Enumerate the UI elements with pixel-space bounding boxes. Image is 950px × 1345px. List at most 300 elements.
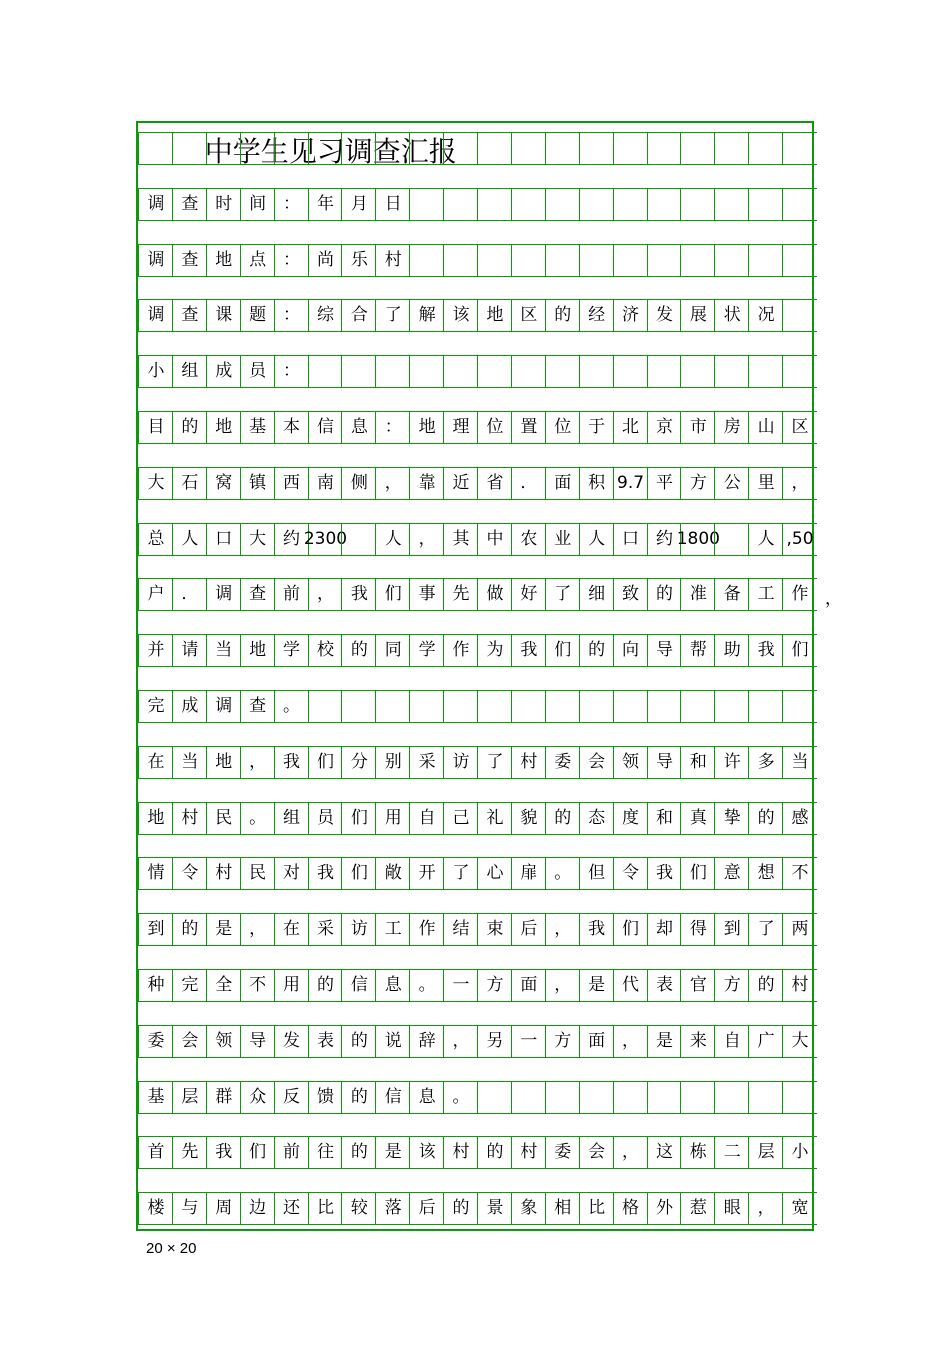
grid-cell [375, 969, 410, 1002]
grid-cell [714, 244, 749, 277]
grid-cell [274, 355, 309, 388]
grid-cell [138, 523, 173, 556]
grid-cell [240, 1081, 275, 1114]
grid-cell [579, 969, 614, 1002]
grid-character: 别 [384, 751, 402, 772]
grid-cell [274, 1025, 309, 1058]
grid-character: 委 [147, 1030, 165, 1051]
grid-character: 另 [486, 1030, 504, 1051]
grid-character: ， [554, 975, 572, 995]
grid-character: 官 [689, 975, 707, 995]
grid-cell [579, 1192, 614, 1225]
grid-cell [308, 244, 343, 277]
grid-character: 是 [215, 919, 233, 940]
grid-cell [748, 802, 783, 835]
grid-cell [579, 578, 614, 611]
grid-cell [138, 355, 173, 388]
grid-character: 农 [520, 528, 538, 549]
grid-cell [274, 578, 309, 611]
grid-character: 综 [316, 305, 334, 326]
grid-character: 在 [147, 751, 165, 772]
grid-cell [341, 467, 376, 500]
grid-character: 用 [283, 975, 301, 995]
grid-character: 窝 [215, 472, 233, 493]
grid-character: 大 [791, 1030, 809, 1051]
grid-cell [748, 523, 783, 556]
grid-character: 周 [215, 1198, 233, 1219]
grid-character: 位 [554, 417, 572, 437]
grid-cell [308, 578, 343, 611]
grid-cell [409, 1025, 444, 1058]
grid-cell [172, 188, 207, 221]
grid-cell [579, 523, 614, 556]
title-grid-cell [782, 132, 817, 165]
grid-character: ， [791, 472, 809, 493]
grid-cell [341, 1025, 376, 1058]
grid-cell [748, 857, 783, 890]
grid-character: 外 [655, 1198, 673, 1219]
grid-character: 的 [486, 1142, 504, 1163]
grid-cell [172, 1025, 207, 1058]
grid-character: 目 [147, 417, 165, 437]
grid-character: 方 [689, 472, 707, 493]
grid-cell [341, 802, 376, 835]
grid-character: 村 [520, 751, 538, 772]
title-grid-cell [308, 132, 343, 165]
grid-cell [511, 969, 546, 1002]
grid-cell [206, 1081, 241, 1114]
grid-cell [138, 578, 173, 611]
grid-cell [240, 578, 275, 611]
grid-character: 眼 [723, 1198, 741, 1219]
grid-character: ： [283, 249, 301, 270]
grid-cell [138, 299, 173, 332]
grid-cell [341, 1192, 376, 1225]
grid-cell [545, 913, 580, 946]
grid-cell [680, 634, 715, 667]
grid-character: 的 [554, 305, 572, 326]
title-grid-cell [714, 132, 749, 165]
grid-character: 令 [181, 863, 199, 884]
grid-cell [545, 1136, 580, 1169]
grid-character: 房 [723, 417, 741, 437]
grid-character: 区 [520, 305, 538, 326]
grid-cell [274, 299, 309, 332]
grid-character: 日 [384, 193, 402, 214]
grid-character: 众 [249, 1086, 267, 1107]
grid-cell [341, 690, 376, 723]
grid-character: 方 [554, 1030, 572, 1051]
grid-character: 己 [452, 807, 470, 828]
grid-character: 。 [452, 1086, 470, 1107]
grid-cell [375, 355, 410, 388]
grid-character: 的 [350, 640, 368, 661]
grid-character: 查 [249, 584, 267, 605]
grid-cell [613, 746, 648, 779]
grid-character: 开 [418, 863, 436, 884]
grid-character: 积 [588, 472, 606, 493]
grid-cell [511, 523, 546, 556]
grid-cell [680, 857, 715, 890]
grid-cell [274, 411, 309, 444]
grid-cell [240, 411, 275, 444]
grid-cell [409, 857, 444, 890]
grid-character: 该 [452, 305, 470, 326]
grid-character: 村 [215, 863, 233, 884]
grid-character: 村 [181, 807, 199, 828]
grid-cell [341, 1081, 376, 1114]
grid-character: 貌 [520, 807, 538, 828]
grid-character: 的 [588, 640, 606, 661]
grid-character: 同 [384, 640, 402, 661]
grid-character: 间 [249, 193, 267, 214]
grid-cell [511, 857, 546, 890]
grid-cell [714, 913, 749, 946]
grid-cell [680, 299, 715, 332]
grid-cell [308, 913, 343, 946]
grid-cell [274, 1192, 309, 1225]
margin-punctuation: ， [825, 589, 842, 610]
grid-character: 村 [520, 1142, 538, 1163]
grid-character: 了 [486, 751, 504, 772]
grid-cell [443, 690, 478, 723]
grid-character: 尚 [316, 249, 334, 270]
grid-character: 先 [452, 584, 470, 605]
grid-character: 村 [791, 975, 809, 995]
grid-cell [172, 244, 207, 277]
grid-character: 前 [283, 1142, 301, 1163]
grid-cell [308, 1081, 343, 1114]
grid-cell [341, 355, 376, 388]
grid-cell [206, 1192, 241, 1225]
grid-cell [511, 299, 546, 332]
grid-cell [172, 802, 207, 835]
grid-cell [748, 411, 783, 444]
grid-character: ， [622, 1030, 640, 1051]
grid-cell [545, 857, 580, 890]
grid-character: 致 [622, 584, 640, 605]
grid-cell [748, 188, 783, 221]
grid-cell [443, 578, 478, 611]
grid-character: 京 [655, 417, 673, 437]
grid-cell [680, 1192, 715, 1225]
grid-cell [579, 1136, 614, 1169]
grid-character: 学 [283, 640, 301, 661]
grid-character: 。 [283, 696, 301, 716]
grid-cell [477, 634, 512, 667]
grid-character: 广 [757, 1030, 775, 1051]
grid-character: 后 [418, 1198, 436, 1219]
grid-character: 调 [147, 305, 165, 326]
grid-cell [138, 1081, 173, 1114]
grid-character: 一 [452, 975, 470, 995]
grid-character: ， [452, 1030, 470, 1051]
grid-cell [511, 188, 546, 221]
grid-cell [782, 578, 817, 611]
grid-character: 区 [791, 417, 809, 437]
grid-cell [375, 857, 410, 890]
grid-character: 领 [215, 1030, 233, 1051]
grid-character: 调 [215, 584, 233, 605]
grid-cell [782, 690, 817, 723]
grid-cell [647, 1192, 682, 1225]
grid-cell [443, 969, 478, 1002]
grid-cell [409, 244, 444, 277]
grid-cell [545, 578, 580, 611]
grid-character: 象 [520, 1198, 538, 1219]
title-grid-cell [511, 132, 546, 165]
grid-cell [443, 299, 478, 332]
grid-character: 的 [181, 417, 199, 437]
grid-character: 事 [418, 584, 436, 605]
grid-character: ： [384, 417, 402, 437]
grid-cell [240, 1192, 275, 1225]
grid-character: 小 [791, 1142, 809, 1163]
grid-cell [375, 299, 410, 332]
grid-character: 备 [723, 584, 741, 605]
grid-cell [443, 913, 478, 946]
grid-character: 会 [588, 751, 606, 772]
grid-cell [477, 578, 512, 611]
grid-cell [274, 244, 309, 277]
grid-cell [714, 802, 749, 835]
grid-cell [714, 1081, 749, 1114]
grid-cell [240, 467, 275, 500]
grid-cell [511, 411, 546, 444]
grid-cell [545, 467, 580, 500]
grid-cell [647, 355, 682, 388]
grid-character: 准 [689, 584, 707, 605]
grid-character: 位 [486, 417, 504, 437]
grid-character: 委 [554, 1142, 572, 1163]
grid-cell [676, 523, 720, 556]
grid-cell [680, 802, 715, 835]
grid-character: 地 [418, 417, 436, 437]
grid-character: 们 [350, 807, 368, 828]
grid-cell [647, 299, 682, 332]
grid-cell [443, 1192, 478, 1225]
grid-character: 其 [452, 528, 470, 549]
grid-character: ， [418, 528, 436, 549]
grid-character: 导 [249, 1030, 267, 1051]
grid-character: 查 [181, 249, 199, 270]
grid-cell [274, 188, 309, 221]
grid-cell [613, 467, 648, 500]
grid-cell [341, 244, 376, 277]
grid-character: 理 [452, 417, 470, 437]
grid-cell [477, 969, 512, 1002]
grid-character: 们 [384, 584, 402, 605]
grid-cell [138, 411, 173, 444]
title-grid-cell [748, 132, 783, 165]
grid-character: 当 [791, 751, 809, 772]
grid-cell [240, 244, 275, 277]
grid-character: 访 [350, 919, 368, 940]
grid-cell [748, 634, 783, 667]
grid-cell [748, 969, 783, 1002]
grid-cell [443, 802, 478, 835]
grid-cell [680, 1136, 715, 1169]
grid-character: 置 [520, 417, 538, 437]
grid-cell [545, 1192, 580, 1225]
grid-cell [409, 578, 444, 611]
grid-character: 采 [316, 919, 334, 940]
title-grid-cell [680, 132, 715, 165]
grid-cell [375, 690, 410, 723]
grid-character: 表 [655, 975, 673, 995]
grid-cell [138, 1025, 173, 1058]
grid-cell [206, 188, 241, 221]
grid-cell [613, 913, 648, 946]
grid-cell [206, 690, 241, 723]
grid-cell [477, 913, 512, 946]
grid-cell [375, 913, 410, 946]
grid-character: 多 [757, 751, 775, 772]
grid-character: ： [283, 361, 301, 382]
grid-character: 的 [350, 1086, 368, 1107]
grid-cell [443, 523, 478, 556]
grid-character: 往 [316, 1142, 334, 1163]
grid-cell [308, 411, 343, 444]
grid-cell [172, 857, 207, 890]
grid-character: 挚 [723, 807, 741, 828]
grid-character: ． [181, 584, 199, 605]
grid-cell [240, 746, 275, 779]
grid-character: 我 [757, 640, 775, 661]
grid-character: 作 [418, 919, 436, 940]
grid-cell [647, 1136, 682, 1169]
grid-character: 地 [147, 807, 165, 828]
document-title: 中学生见习调查汇报 [204, 135, 457, 168]
grid-character: 民 [249, 863, 267, 884]
grid-cell [714, 857, 749, 890]
grid-cell [748, 1081, 783, 1114]
grid-character: 作 [791, 584, 809, 605]
grid-cell [308, 802, 343, 835]
grid-character: 人 [588, 528, 606, 549]
grid-character: ， [249, 751, 267, 772]
grid-character: ： [283, 193, 301, 214]
grid-cell [375, 1192, 410, 1225]
grid-character: 大 [249, 528, 267, 549]
grid-cell [409, 1192, 444, 1225]
grid-cell [680, 1025, 715, 1058]
grid-cell [443, 188, 478, 221]
grid-cell [138, 969, 173, 1002]
grid-cell [613, 244, 648, 277]
grid-cell [443, 244, 478, 277]
grid-cell [477, 1025, 512, 1058]
grid-character: 的 [757, 975, 775, 995]
grid-cell [748, 690, 783, 723]
grid-cell [341, 969, 376, 1002]
grid-cell [477, 355, 512, 388]
grid-character: 公 [723, 472, 741, 493]
grid-cell [206, 1025, 241, 1058]
grid-cell [409, 188, 444, 221]
grid-character: 查 [249, 696, 267, 716]
grid-character: 1800 [676, 528, 720, 549]
grid-character: 与 [181, 1198, 199, 1219]
grid-cell [545, 1025, 580, 1058]
grid-cell [375, 634, 410, 667]
grid-cell [647, 244, 682, 277]
grid-character: 发 [655, 305, 673, 326]
grid-cell [206, 746, 241, 779]
grid-cell [511, 1136, 546, 1169]
grid-character: 访 [452, 751, 470, 772]
grid-character: 全 [215, 975, 233, 995]
title-grid-cell [138, 132, 173, 165]
grid-cell [579, 467, 614, 500]
grid-cell [375, 746, 410, 779]
grid-character: 想 [757, 863, 775, 884]
grid-cell [579, 913, 614, 946]
title-grid-cell [443, 132, 478, 165]
grid-cell [375, 1081, 410, 1114]
grid-cell [172, 467, 207, 500]
grid-cell [477, 857, 512, 890]
grid-cell [308, 690, 343, 723]
grid-character: 完 [147, 696, 165, 716]
grid-character: 西 [283, 472, 301, 493]
grid-cell [782, 355, 817, 388]
grid-character: 信 [384, 1086, 402, 1107]
grid-character: 靠 [418, 472, 436, 493]
grid-character: 于 [588, 417, 606, 437]
grid-character: 令 [622, 863, 640, 884]
grid-cell [613, 1025, 648, 1058]
grid-character: 成 [181, 696, 199, 716]
grid-cell [680, 969, 715, 1002]
grid-character: 方 [723, 975, 741, 995]
grid-character: 我 [215, 1142, 233, 1163]
grid-cell [714, 523, 749, 556]
title-grid-cell [579, 132, 614, 165]
grid-character: 馈 [316, 1086, 334, 1107]
grid-character: 层 [181, 1086, 199, 1107]
grid-cell [240, 1025, 275, 1058]
grid-cell [206, 969, 241, 1002]
grid-cell [172, 411, 207, 444]
grid-cell [748, 1136, 783, 1169]
grid-cell [782, 188, 817, 221]
grid-cell [782, 634, 817, 667]
title-grid-cell [274, 132, 309, 165]
grid-character: 敞 [384, 863, 402, 884]
grid-character: 比 [588, 1198, 606, 1219]
grid-character: ， [316, 584, 334, 605]
grid-cell [240, 188, 275, 221]
grid-cell [545, 355, 580, 388]
grid-cell [511, 1081, 546, 1114]
grid-cell [443, 411, 478, 444]
grid-character: 作 [452, 640, 470, 661]
grid-cell [409, 1081, 444, 1114]
grid-character: 边 [249, 1198, 267, 1219]
grid-character: 了 [452, 863, 470, 884]
grid-cell [647, 857, 682, 890]
grid-cell [477, 299, 512, 332]
grid-cell [782, 746, 817, 779]
grid-character: 地 [249, 640, 267, 661]
title-grid-cell [341, 132, 376, 165]
grid-character: 景 [486, 1198, 504, 1219]
grid-cell [274, 913, 309, 946]
grid-size-label: 20 × 20 [146, 1240, 197, 1257]
grid-cell [613, 355, 648, 388]
grid-character: 时 [215, 193, 233, 214]
